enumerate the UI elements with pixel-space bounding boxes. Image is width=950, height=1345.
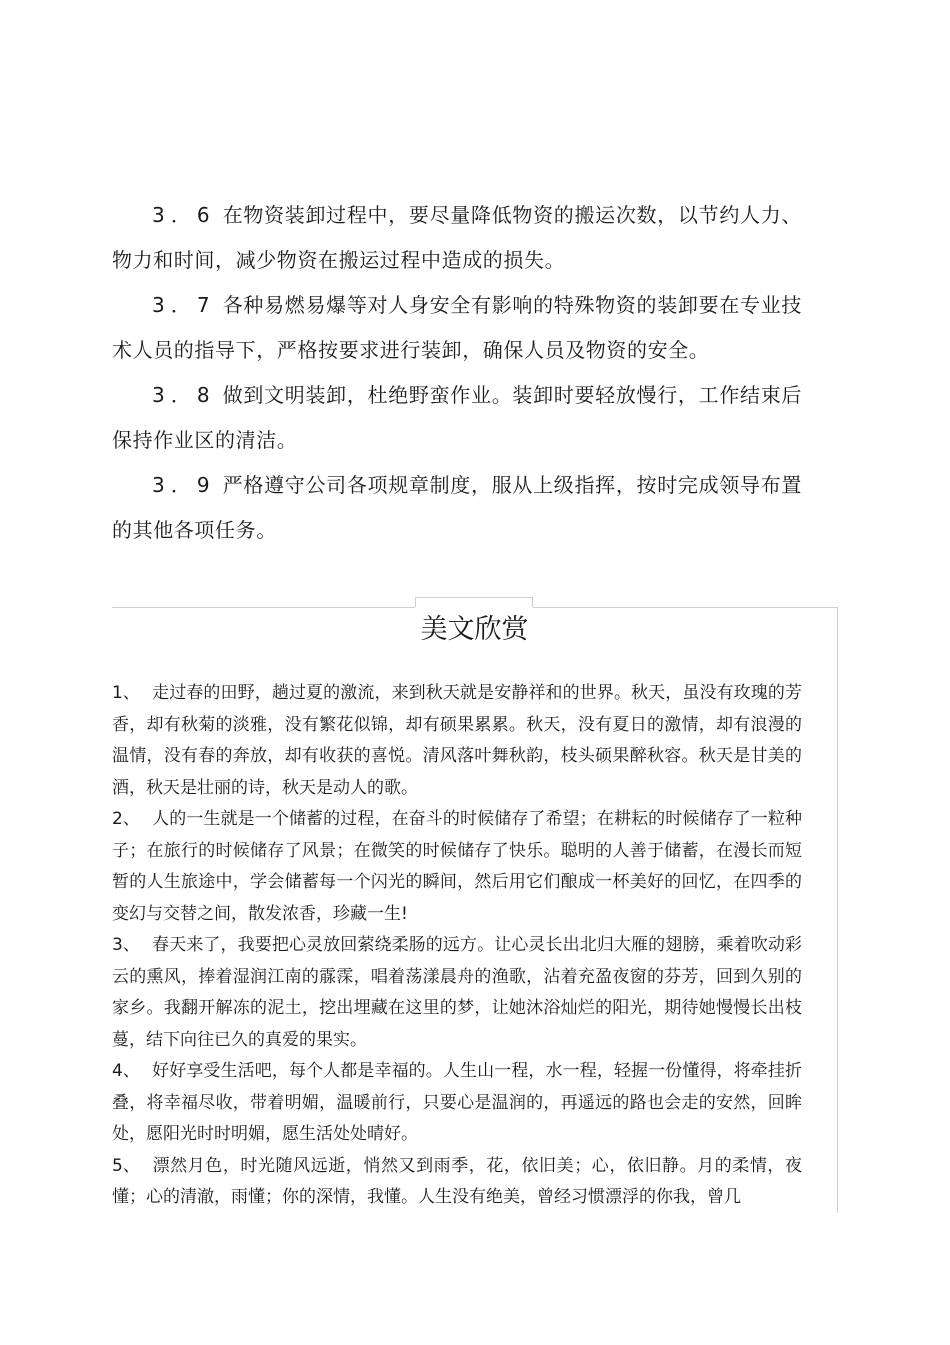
clause-number: 3．6 <box>152 203 216 227</box>
essay-text: 春天来了，我要把心灵放回萦绕柔肠的远方。让心灵长出北归大雁的翅膀，乘着吹动彩云的熏风，捧着湿润江南的霡霂，唱着荡漾晨舟的渔歌，沾着充盈夜窗的芬芳，回到久别的家乡。我翻开解冻的泥土，挖出埋藏在这里的梦，让她沐浴灿烂的阳光，期待她慢慢长出枝蔓，结下向往已久的真爱的果实。 <box>112 935 802 1050</box>
clause-number: 3．7 <box>152 293 216 317</box>
essay-text: 好好享受生活吧，每个人都是幸福的。人生山一程，水一程，轻握一份懂得，将牵挂折叠，将幸福尽收，带着明媚，温暖前行，只要心是温润的，再遥远的路也会走的安然，回眸处，愿阳光时时明媚，愿生活处处晴好。 <box>112 1061 802 1144</box>
clause-3-6 <box>112 193 802 283</box>
clause-number: 3．8 <box>152 383 216 407</box>
regulation-clauses <box>112 193 802 553</box>
clause-text: 各种易燃易爆等对人身安全有影响的特殊物资的装卸要在专业技术人员的指导下，严格按要求进行装卸，确保人员及物资的安全。 <box>112 293 802 362</box>
clause-text: 做到文明装卸，杜绝野蛮作业。装卸时要轻放慢行，工作结束后保持作业区的清洁。 <box>112 383 802 452</box>
essay-text: 漂然月色，时光随风远逝，悄然又到雨季，花，依旧美；心，依旧静。月的柔情，夜懂；心的清澈，雨懂；你的深情，我懂。人生没有绝美，曾经习惯漂浮的你我，曾几 <box>112 1155 802 1207</box>
clause-number: 3．9 <box>152 473 216 497</box>
clause-3-7 <box>112 283 802 373</box>
essay-item-4 <box>112 1056 802 1151</box>
essay-index: 4、 <box>112 1061 140 1081</box>
essay-index: 5、 <box>112 1155 140 1176</box>
essay-panel <box>112 607 838 1213</box>
clause-3-9 <box>112 463 802 553</box>
essay-index: 2、 <box>112 809 140 829</box>
essay-item-2 <box>112 804 802 930</box>
essay-list <box>112 678 802 1213</box>
essay-index: 1、 <box>112 683 140 703</box>
essay-title: 美文欣赏 <box>420 614 529 645</box>
essay-index: 3、 <box>112 935 140 955</box>
clause-3-8 <box>112 373 802 463</box>
clause-text: 严格遵守公司各项规章制度，服从上级指挥，按时完成领导布置的其他各项任务。 <box>112 473 802 542</box>
clause-text: 在物资装卸过程中，要尽量降低物资的搬运次数，以节约人力、物力和时间，减少物资在搬运过程中造成的损失。 <box>112 203 802 272</box>
essay-text: 人的一生就是一个储蓄的过程，在奋斗的时候储存了希望；在耕耘的时候储存了一粒种子；在旅行的时候储存了风景；在微笑的时候储存了快乐。聪明的人善于储蓄，在漫长而短暂的人生旅途中，学会储蓄每一个闪光的瞬间，然后用它们酿成一杯美好的回忆，在四季的变幻与交替之间，散发浓香，珍藏一生! <box>112 809 802 924</box>
essay-text: 走过春的田野，趟过夏的激流，来到秋天就是安静祥和的世界。秋天，虽没有玫瑰的芳香，却有秋菊的淡雅，没有繁花似锦，却有硕果累累。秋天，没有夏日的激情，却有浪漫的温情，没有春的奔放，却有收获的喜悦。清风落叶舞秋韵，枝头硕果醉秋容。秋天是甘美的酒，秋天是壮丽的诗，秋天是动人的歌。 <box>112 683 802 798</box>
essay-item-1 <box>112 678 802 804</box>
essay-item-5 <box>112 1151 802 1214</box>
essay-item-3 <box>112 930 802 1056</box>
